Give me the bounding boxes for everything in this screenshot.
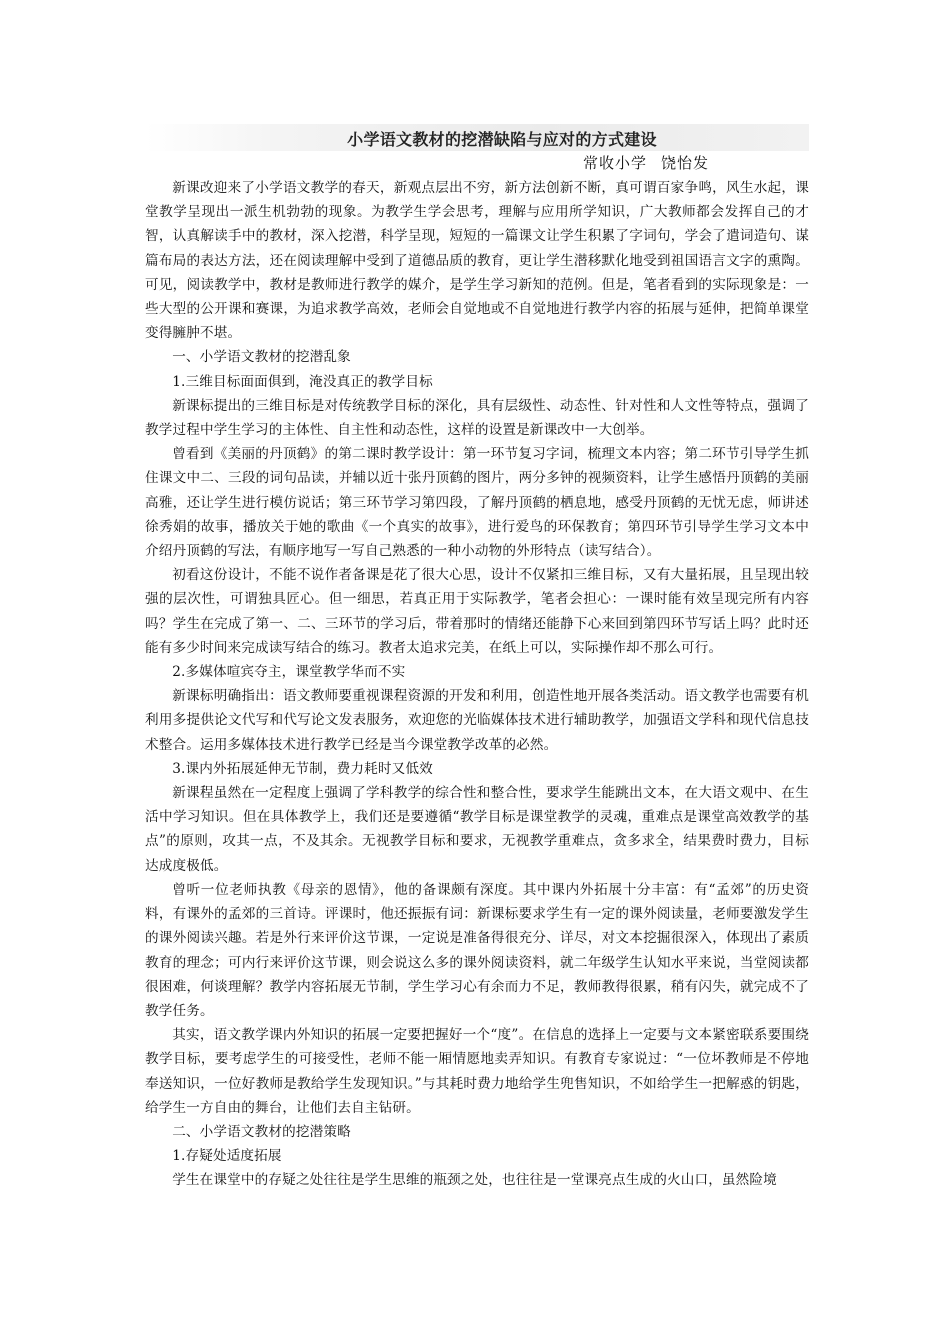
document-body	[145, 176, 809, 1193]
subsection-heading: 3.课内外拓展延伸无节制，费力耗时又低效	[172, 760, 433, 777]
author-school: 常收小学	[582, 154, 647, 172]
paragraph: 新课程虽然在一定程度上强调了学科教学的综合性和整合性，要求学生能跳出文本，在大语文观中、在生活中学习知识。但在具体教学上，我们还是要遵循“教学目标是课堂教学的灵魂，重难点是课堂高效教学的基点”的原则，攻其一点，不及其余。无视教学目标和要求，无视教学重难点，贪多求全，结果费时费力，目标达成度极低。	[145, 785, 809, 874]
section-heading: 一、小学语文教材的挖潜乱象	[172, 349, 351, 366]
paragraph: 曾听一位老师执教《母亲的恩情》，他的备课颇有深度。其中课内外拓展十分丰富：有“孟郊”的历史资料，有课外的孟郊的三首诗。评课时，他还振振有词：新课标要求学生有一定的课外阅读量，老师要激发学生的课外阅读兴趣。若是外行来评价这节课，一定说是准备得很充分、详尽，对文本挖掘很深入，体现出了素质教育的理念；可内行来评价这节课，则会说这么多的课外阅读资料，就二年级学生认知水平来说，当堂阅读都很困难，何谈理解？教学内容拓展无节制，学生学习心有余而力不足，教师教得很累，稍有闪失，就完成不了教学任务。	[145, 881, 809, 1019]
title-bar	[145, 124, 809, 151]
section-heading: 二、小学语文教材的挖潜策略	[172, 1123, 351, 1140]
subsection-heading: 1.三维目标面面俱到，淹没真正的教学目标	[172, 373, 433, 390]
author-name: 饶怡发	[660, 154, 709, 172]
paragraph: 新课改迎来了小学语文教学的春天，新观点层出不穷，新方法创新不断，真可谓百家争鸣，风生水起，课堂教学呈现出一派生机勃勃的现象。为教学生学会思考，理解与应用所学知识，广大教师都会发挥自己的才智，认真解读手中的教材，深入挖潜，科学呈现，短短的一篇课文让学生积累了字词句，学会了遣词造句、谋篇布局的表达方法，还在阅读理解中受到了道德品质的教育，更让学生潜移默化地受到祖国语言文字的熏陶。可见，阅读教学中，教材是教师进行教学的媒介，是学生学习新知的范例。但是，笔者看到的实际现象是：一些大型的公开课和赛课，为追求教学高效，老师会自觉地或不自觉地进行教学内容的拓展与延伸，把简单课堂变得臃肿不堪。	[145, 180, 809, 342]
paragraph: 新课标明确指出：语文教师要重视课程资源的开发和利用，创造性地开展各类活动。语文教学也需要有机利用多提供论文代写和代写论文发表服务，欢迎您的光临媒体技术进行辅助教学，加强语文学科和现代信息技术整合。运用多媒体技术进行教学已经是当今课堂教学改革的必然。	[145, 688, 809, 753]
paragraph: 曾看到《美丽的丹顶鹤》的第二课时教学设计：第一环节复习字词，梳理文本内容；第二环节引导学生抓住课文中二、三段的词句品读，并辅以近十张丹顶鹤的图片，两分多钟的视频资料，让学生感悟丹顶鹤的美丽高雅，还让学生进行模仿说话；第三环节学习第四段，了解丹顶鹤的栖息地，感受丹顶鹤的无忧无虑，师讲述徐秀娟的故事，播放关于她的歌曲《一个真实的故事》，进行爱鸟的环保教育；第四环节引导学生学习文本中介绍丹顶鹤的写法，有顺序地写一写自己熟悉的一种小动物的外形特点（读写结合）。	[145, 446, 809, 560]
subsection-heading: 2.多媒体喧宾夺主，课堂教学华而不实	[172, 664, 406, 681]
subsection-heading: 1.存疑处适度拓展	[172, 1148, 282, 1165]
paragraph: 初看这份设计，不能不说作者备课是花了很大心思，设计不仅紧扣三维目标，又有大量拓展，且呈现出较强的层次性，可谓独具匠心。但一细思，若真正用于实际教学，笔者会担心：一课时能有效呈现完所有内容吗？学生在完成了第一、二、三环节的学习后，带着那时的情绪还能静下心来回到第四环节写话上吗？此时还能有多少时间来完成读写结合的练习。教者太追求完美，在纸上可以，实际操作却不那么可行。	[145, 567, 809, 656]
paragraph: 学生在课堂中的存疑之处往往是学生思维的瓶颈之处，也往往是一堂课亮点生成的火山口，虽然险境	[172, 1172, 777, 1189]
document-page	[145, 124, 809, 1193]
paragraph: 新课标提出的三维目标是对传统教学目标的深化，具有层级性、动态性、针对性和人文性等特点，强调了教学过程中学生学习的主体性、自主性和动态性，这样的设置是新课改中一大创举。	[145, 397, 809, 439]
document-title: 小学语文教材的挖潜缺陷与应对的方式建设	[347, 130, 657, 149]
paragraph: 其实，语文教学课内外知识的拓展一定要把握好一个“度”。在信息的选择上一定要与文本紧密联系要围绕教学目标，要考虑学生的可接受性，老师不能一厢情愿地卖弄知识。有教育专家说过：“一位坏教师是不停地奉送知识，一位好教师是教给学生发现知识。”与其耗时费力地给学生兜售知识，不如给学生一把解惑的钥匙，给学生一方自由的舞台，让他们去自主钻研。	[145, 1027, 809, 1116]
author-line	[145, 151, 809, 176]
